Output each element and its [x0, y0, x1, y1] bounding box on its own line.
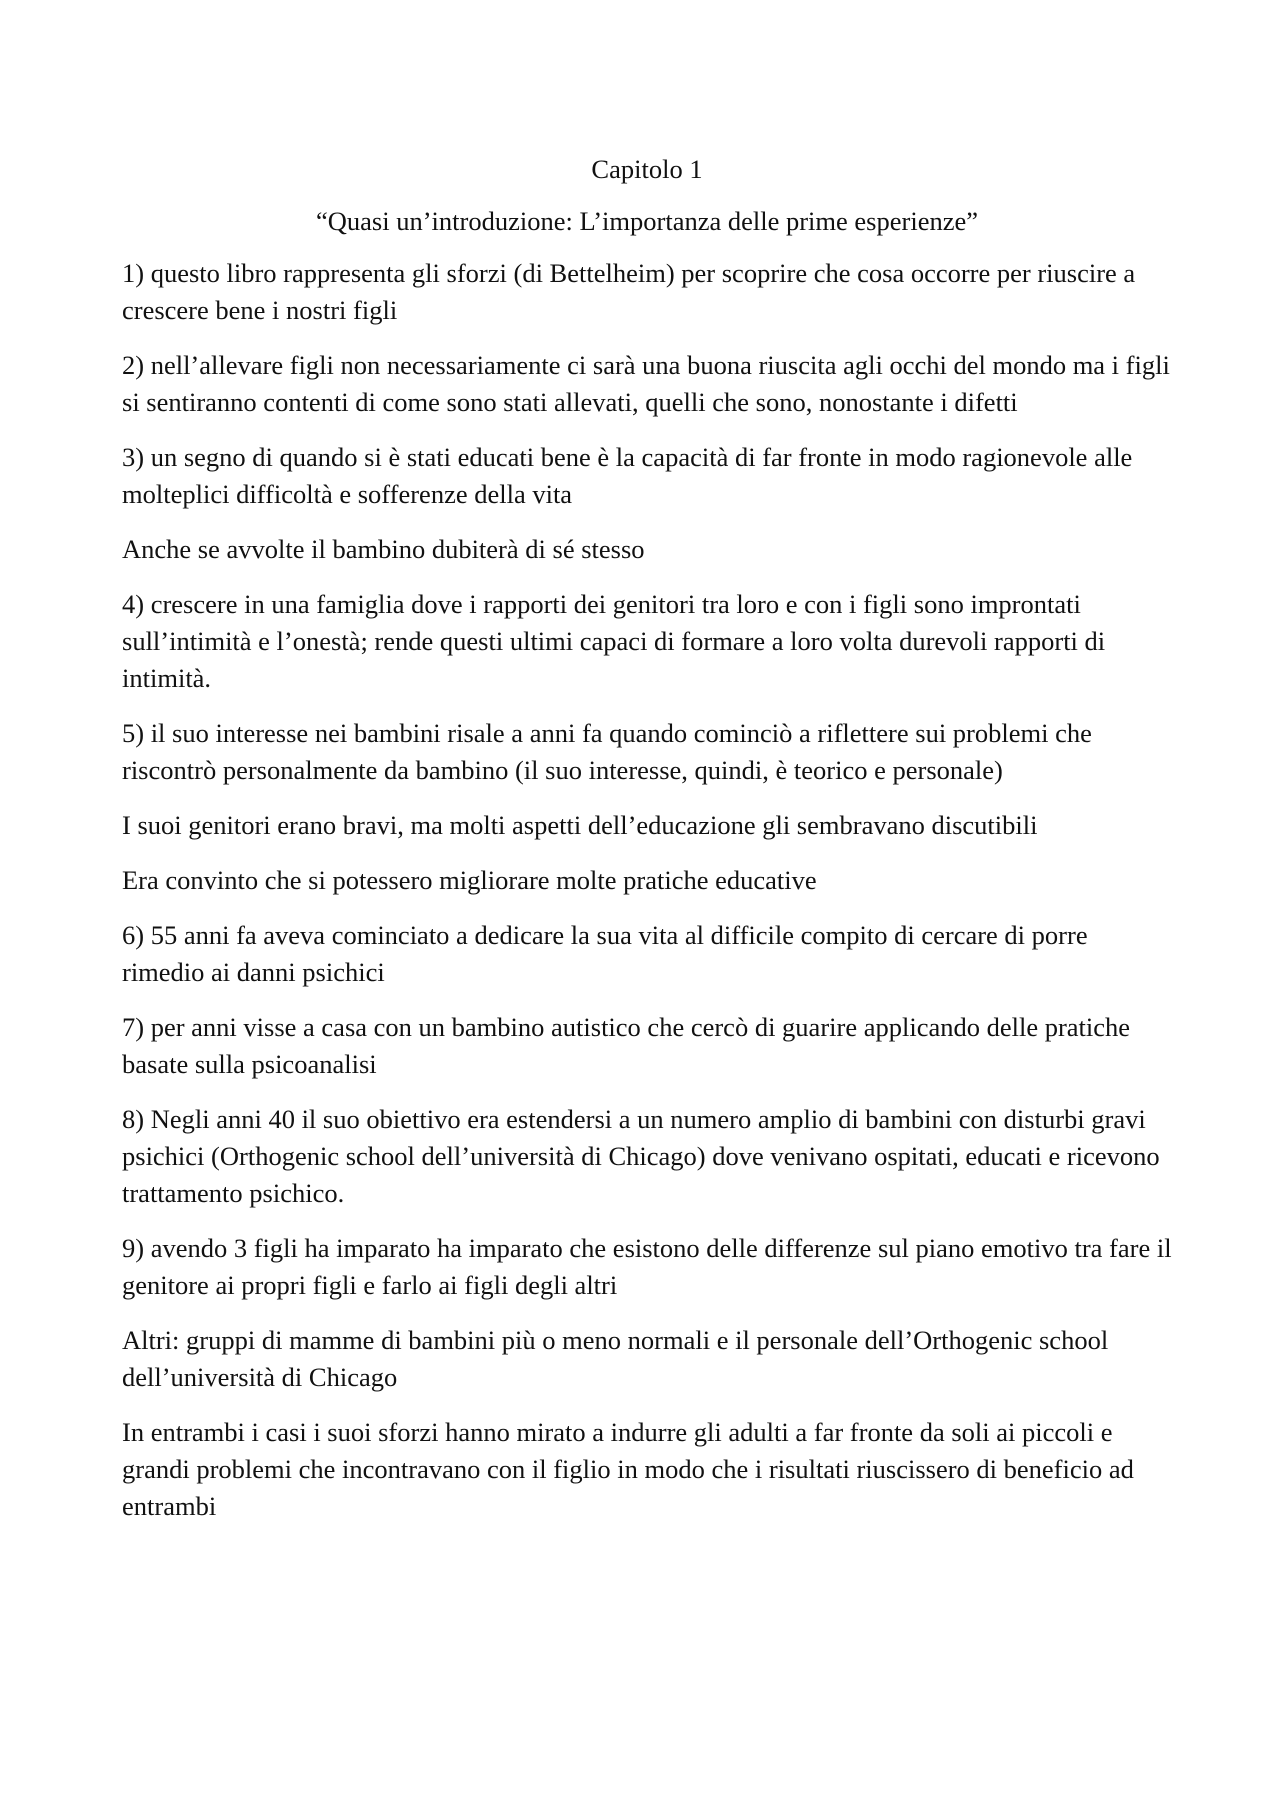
paragraph-8: Era convinto che si potessero migliorare molte pratiche educative [122, 865, 817, 895]
paragraph-6: 5) il suo interesse nei bambini risale a anni fa quando cominciò a riflettere sui problemi che riscontrò personalmente da bambino (il suo interesse, quindi, è teorico e personale) [122, 718, 1092, 785]
paragraph-12: 9) avendo 3 figli ha imparato ha imparato che esistono delle differenze sul piano emotivo tra fare il genitore ai propri figli e farlo ai figli degli altri [122, 1233, 1172, 1300]
paragraph-14: In entrambi i casi i suoi sforzi hanno mirato a indurre gli adulti a far fronte da soli ai piccoli e grandi problemi che incontravano con il figlio in modo che i risultati riuscissero di beneficio ad entrambi [122, 1417, 1134, 1521]
paragraph-3: 3) un segno di quando si è stati educati bene è la capacità di far fronte in modo ragionevole alle molteplici difficoltà e sofferenze della vita [122, 442, 1133, 509]
paragraph-10: 7) per anni visse a casa con un bambino autistico che cercò di guarire applicando delle pratiche basate sulla psicoanalisi [122, 1012, 1131, 1079]
document-body [122, 151, 1172, 1543]
paragraph-1: 1) questo libro rappresenta gli sforzi (di Bettelheim) per scoprire che cosa occorre per riuscire a crescere bene i nostri figli [122, 258, 1136, 325]
paragraph-11: 8) Negli anni 40 il suo obiettivo era estendersi a un numero amplio di bambini con disturbi gravi psichici (Orthogenic school dell’università di Chicago) dove venivano ospitati, educati e ricevono trattamento psichico. [122, 1104, 1160, 1208]
chapter-title: Capitolo 1 [591, 154, 703, 184]
paragraph-13: Altri: gruppi di mamme di bambini più o meno normali e il personale dell’Orthogenic school dell’università di Chicago [122, 1325, 1109, 1392]
chapter-subtitle: “Quasi un’introduzione: L’importanza delle prime esperienze” [316, 206, 978, 236]
paragraph-5: 4) crescere in una famiglia dove i rapporti dei genitori tra loro e con i figli sono improntati sull’intimità e l’onestà; rende questi ultimi capaci di formare a loro volta durevoli rapporti di intimità. [122, 589, 1106, 693]
paragraph-9: 6) 55 anni fa aveva cominciato a dedicare la sua vita al difficile compito di cercare di porre rimedio ai danni psichici [122, 920, 1088, 987]
paragraph-2: 2) nell’allevare figli non necessariamente ci sarà una buona riuscita agli occhi del mondo ma i figli si sentiranno contenti di come sono stati allevati, quelli che sono, nonostante i difetti [122, 350, 1170, 417]
paragraph-7: I suoi genitori erano bravi, ma molti aspetti dell’educazione gli sembravano discutibili [122, 810, 1038, 840]
paragraph-4: Anche se avvolte il bambino dubiterà di sé stesso [122, 534, 645, 564]
